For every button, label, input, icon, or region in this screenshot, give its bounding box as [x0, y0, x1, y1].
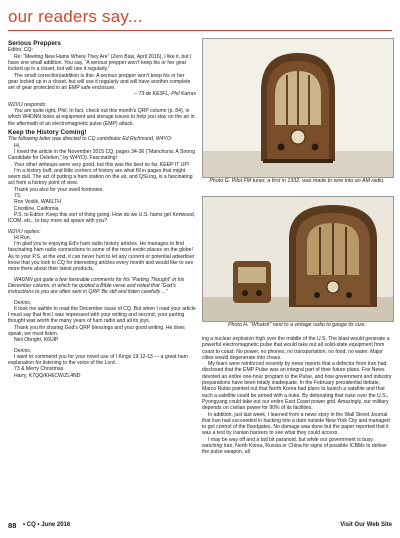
photo-pilot-fm-tuner [202, 38, 394, 178]
paragraph: In addition, just last week, I learned from a news story in the Wall Street Journal that Iran had succeeded in hacking into a dam outside New York City and managed to get control of the floodgates. No damage was done but the paper reported that it was a test by Iranian hackers to see what they could access. [202, 411, 390, 437]
response-label: W2VU responds: [8, 101, 47, 108]
title-rule [8, 30, 392, 31]
signature: Harry, K7QQ/KH6CW/ZL4ND [14, 372, 81, 379]
page-number: 88 [8, 521, 17, 530]
paragraph: Re: “Meeting New Hams Where They Are” (Zero Bias, April 2016), I like it, but I have one small addition. You say, “A serious prepper won’t keep his or her gear locked up in a closet, but will use it regularly.” [8, 53, 192, 73]
paragraph: You are quite right, Phil. In fact, check out this month’s QRP column (p. 84), in which W4DNN looks at equipment and storage issues to help you stay on the air in the aftermath of an electromagnetic pulse (EMP) attack. [8, 108, 195, 127]
salutation: Hi, [14, 142, 21, 149]
response-label: W2VU replies: [8, 228, 41, 235]
signature: Ron Veslik, WA6LTH [14, 199, 61, 206]
paragraph: I want to commend you for your novel use of I Kings 19:12-13 — a great ham explanation for listening to the voice of the Lord. [8, 353, 188, 367]
paragraph: My fears were reinforced recently by news reports that a defector from Iran had disclosed that the EMP Pulse was an integral part of their future plans. Fox News devoted an entire one-hour program to the Pulse, and how government and industry preparations have been totally inadequate. In the February presidential debate, Marco Rubio pointed out that North Korea had plans to launch a satellite and that such a satellite could be armed with a nuke. By detonating that nuke over the U.S., Pyongyang could take out our entire East Coast power grid. Amazingly, our military depends on civilian power for 90% of its facilities. [202, 361, 392, 412]
paragraph: I may be way off and a tad bit paranoid, but while our government is busy watching Iran, North Korea, Russia or China for signs of possible ICBMs to deliver the pulse weapon, all [202, 436, 387, 456]
section-title: our readers say... [8, 7, 143, 26]
signoff: 73, [14, 193, 22, 200]
signoff: 73 & Merry Christmas. [14, 366, 65, 373]
right-column [202, 336, 392, 456]
signature: Neil Obright, K6UIP [14, 337, 59, 344]
paragraph: It took me awhile to read the December issue of CQ. But when I read your article I must say that first I was impressed with your writing and second, your parting thought was worth the many years of ham radio and all its joys. [8, 305, 196, 325]
left-column [8, 38, 196, 379]
paragraph: I’m glad you’re enjoying Ed’s ham radio history articles. He manages to find fascinating ham radio connections to some of the most exotic places on the globe! As to your P.S. at the end, it can never hurt to let any current or potential advertiser know that you look to CQ for interesting articles every month and would like to see more there about their latest products. [8, 241, 195, 273]
heading-serious-preppers: Serious Preppers [8, 40, 61, 47]
paragraph: ing a nuclear explosion high over the middle of the U.S. The blast would generate a powerful electromagnetic pulse that would take out all solid-state equipment from coast to coast. No power, no phones, no transportation, no food, no water. Major cities would degenerate into chaos. [202, 336, 390, 361]
paragraph: Your other writeups were very good, but this was the best so far. KEEP IT UP! [14, 161, 190, 168]
photo-caption: Photo G. Pilot FM tuner, a first in 1932, was made to wire into an AM radio. [209, 178, 385, 184]
salutation: Dennis, [14, 299, 32, 306]
paragraph: Thank you also for your swell footnotes. [14, 186, 104, 193]
website-note: Visit Our Web Site [340, 522, 392, 528]
paragraph: P.S. to Editor: Keep this sort of thing going. How do we U.S. hams get Kenwood, ICOM, etc., to buy more ad space with you? [8, 211, 196, 225]
paragraph: Thank you for sharing God’s QRP blessings and your good writing. He does speak; we must listen. [8, 324, 185, 337]
salutation: Editor, CQ: [8, 47, 33, 54]
salutation: Hi Ron, [14, 234, 31, 241]
photo-caption: Photo H. “Whatsit” next to a vintage radio to gauge its size. [227, 322, 367, 328]
paragraph: I’m a history buff, and little corners of history are what fill in pages that might seem dull. The act of putting a ham station on the air, and QSLing, is a fascinating act from a history point of view. [8, 167, 193, 187]
paragraph: I loved the article in the November 2015 CQ, pages 34-36 (“Manchuria: A Strong Candidate for Deletion,” by W4YO). Fascinating! [8, 148, 195, 162]
issue-info: • CQ • June 2016 [23, 522, 71, 528]
forward-note: The following letter was directed to CQ contributor Ed Richmond, W4YO: [8, 136, 173, 143]
paragraph: The small correction/addition is this: A serious prepper won’t keep his or her gear locked up in a closet, but will use it regularly and will have another complete set of gear protected in an EMP safe enclosure. [8, 72, 191, 92]
location: Crestline, California [14, 205, 59, 212]
salutation: Dennis, [14, 347, 32, 354]
heading-keep-history: Keep the History Coming! [8, 128, 87, 136]
photo-whatsit [202, 196, 394, 322]
paragraph: W4DNN got quite a few favorable comments for his “Parting Thought” in his December column, in which he quoted a Bible verse and noted that “God’s instructions to you are often sent in QRP. Be still and listen carefully ...” [8, 276, 185, 296]
signature: – 73 de KE3FL, Phil Karras [134, 91, 196, 98]
